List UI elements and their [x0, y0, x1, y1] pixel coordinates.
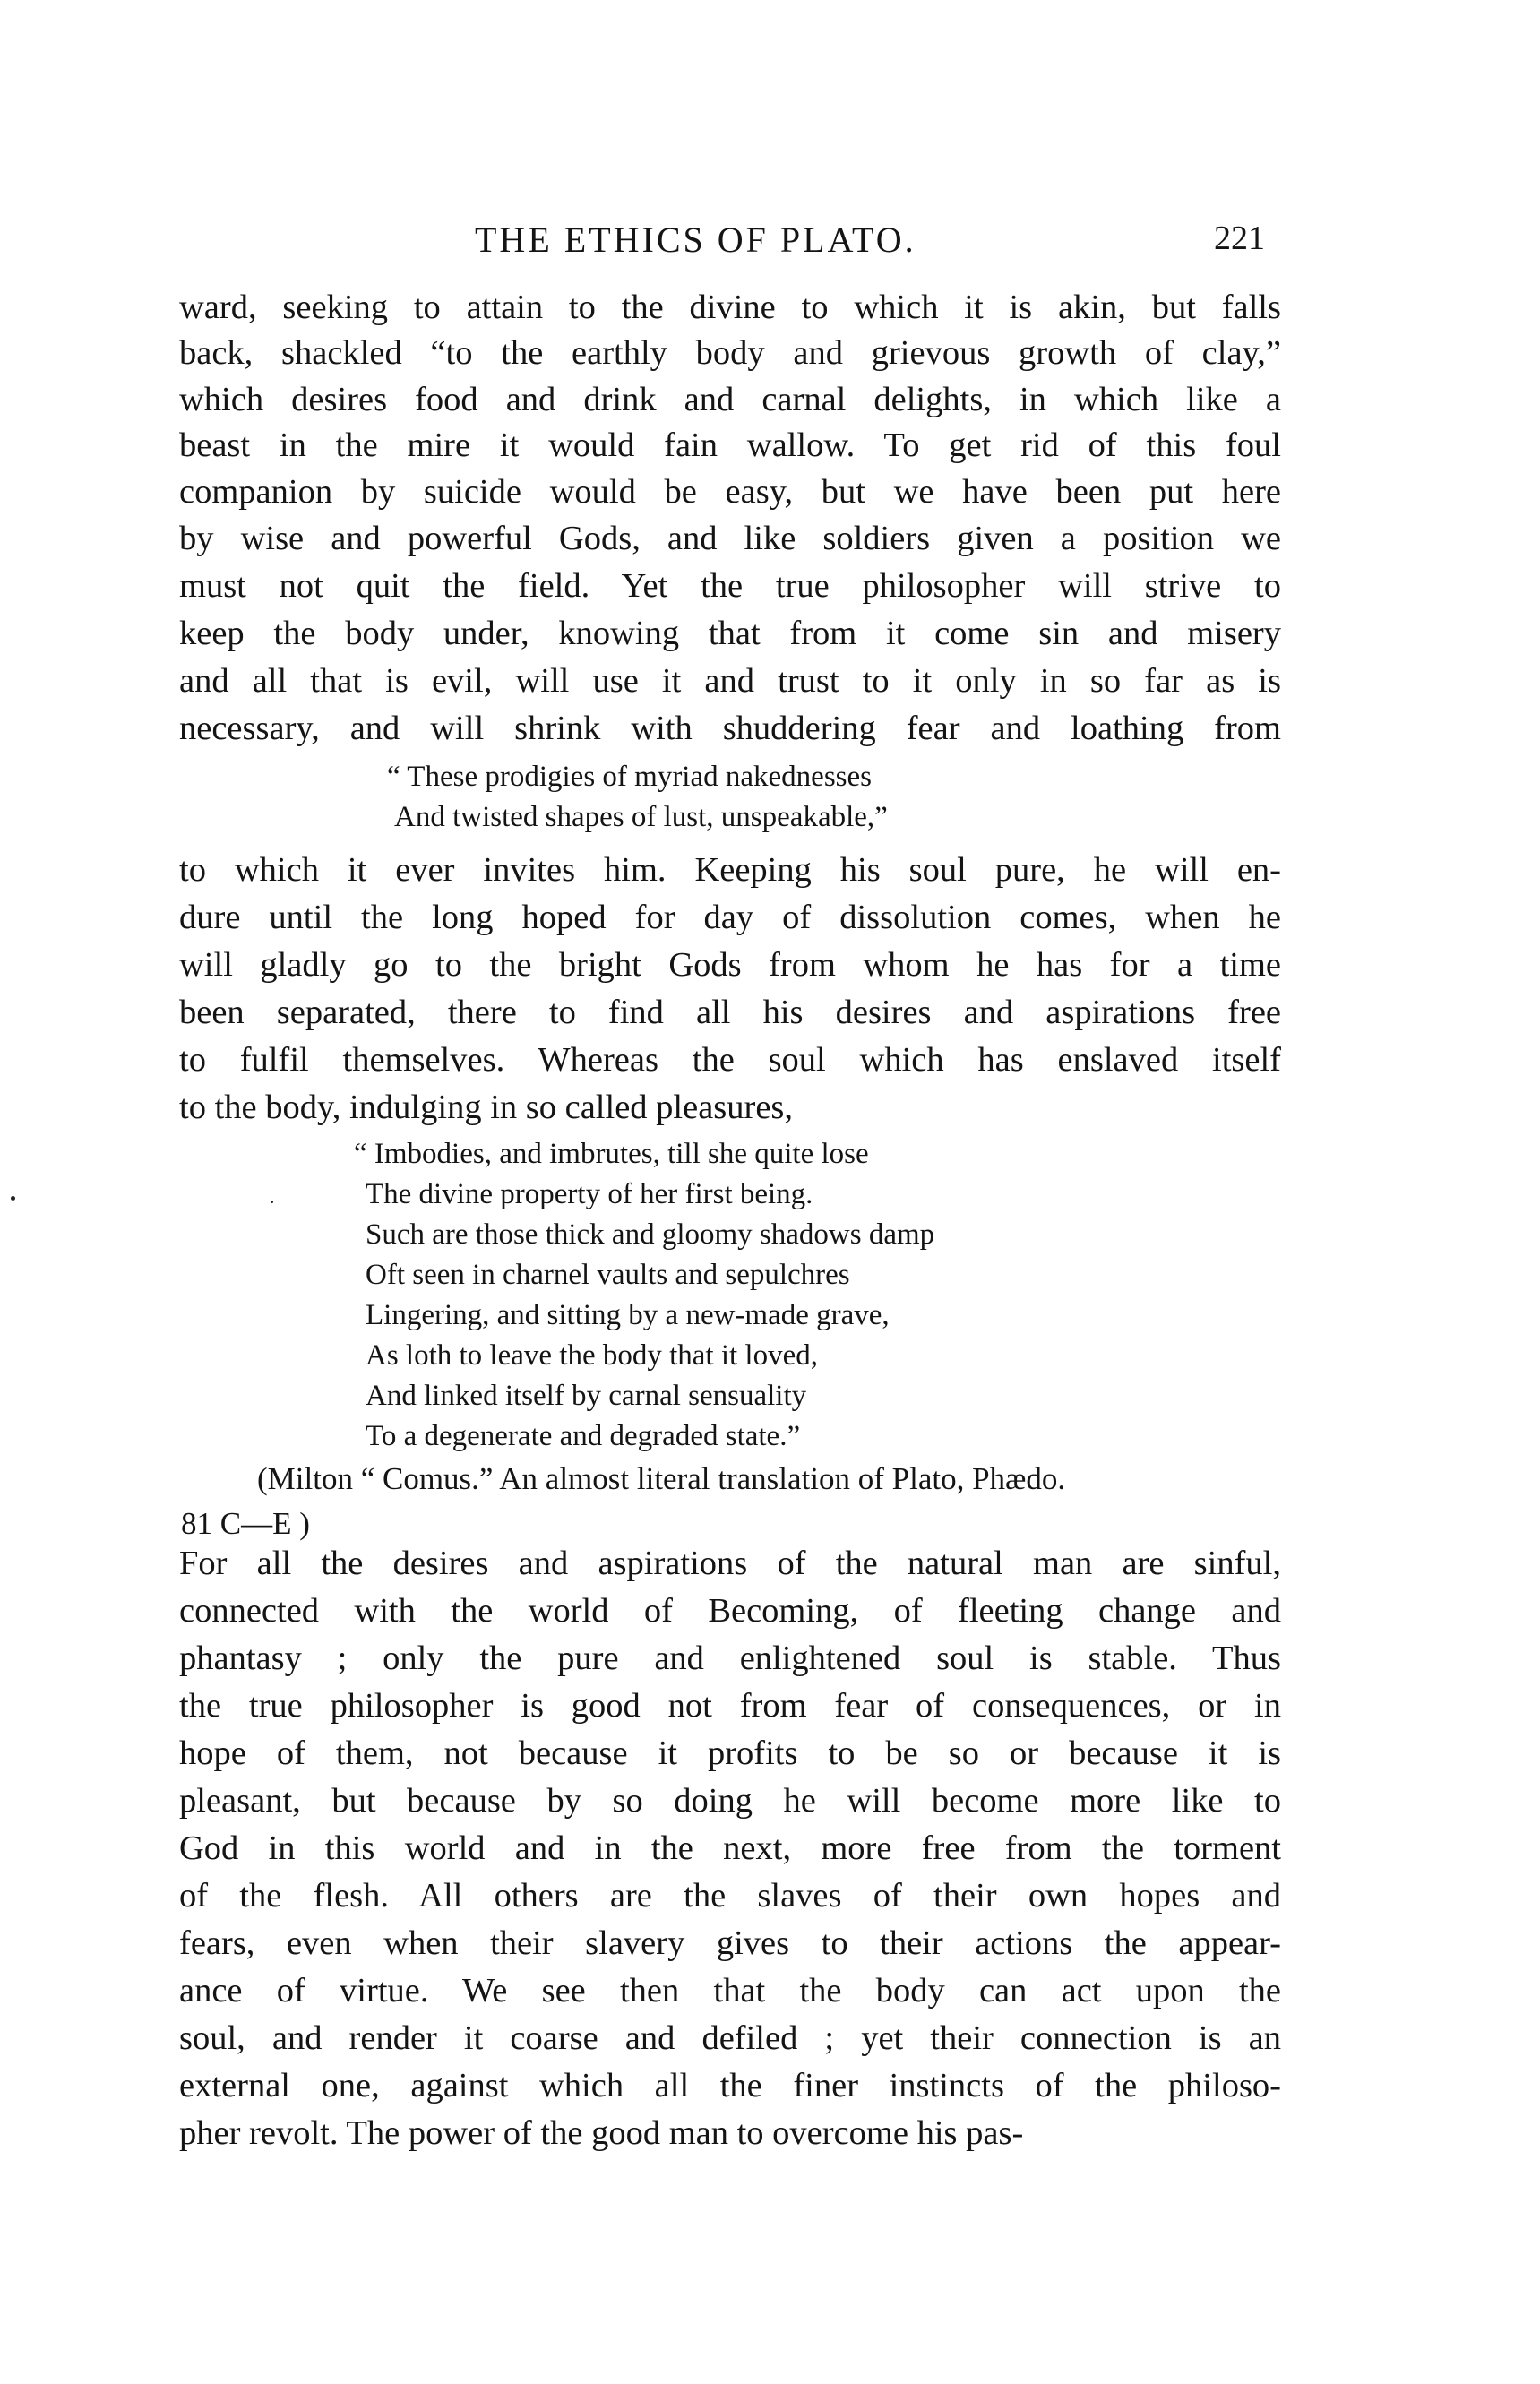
text-line: necessary, and will shrink with shuddering fear and loathing from — [179, 710, 1281, 747]
verse-line: To a degenerate and degraded state.” — [366, 1420, 801, 1452]
text-line: the true philosopher is good not from fear of consequences, or in — [179, 1687, 1281, 1725]
text-line: keep the body under, knowing that from it come sin and misery — [179, 615, 1281, 652]
text-line: must not quit the field. Yet the true philosopher will strive to — [179, 567, 1281, 605]
running-head — [179, 219, 1281, 263]
text-line: which desires food and drink and carnal delights, in which like a — [179, 381, 1281, 418]
text-line: connected with the world of Becoming, of fleeting change and — [179, 1592, 1281, 1630]
text-line: pher revolt. The power of the good man to overcome his pas- — [179, 2114, 1024, 2152]
text-line: soul, and render it coarse and defiled ; yet their connection is an — [179, 2019, 1281, 2057]
scan-speck — [271, 1201, 273, 1203]
text-line: back, shackled “to the earthly body and grievous growth of clay,” — [179, 334, 1281, 372]
text-line: will gladly go to the bright Gods from whom he has for a time — [179, 946, 1281, 984]
text-line: pleasant, but because by so doing he will become more like to — [179, 1782, 1281, 1820]
verse-line: And twisted shapes of lust, unspeakable,” — [394, 801, 888, 833]
verse-line: And linked itself by carnal sensuality — [366, 1380, 807, 1412]
verse-line: Oft seen in charnel vaults and sepulchres — [366, 1259, 850, 1291]
text-line: to the body, indulging in so called pleasures, — [179, 1089, 794, 1126]
text-line: ance of virtue. We see then that the body can act upon the — [179, 1972, 1281, 2010]
text-line: phantasy ; only the pure and enlightened soul is stable. Thus — [179, 1640, 1281, 1677]
text-line: beast in the mire it would fain wallow. To get rid of this foul — [179, 426, 1281, 464]
text-line: fears, even when their slavery gives to their actions the appear- — [179, 1924, 1281, 1962]
verse-line: Such are those thick and gloomy shadows damp — [366, 1218, 935, 1251]
citation-line: (Milton “ Comus.” An almost literal translation of Plato, Phædo. — [257, 1461, 1066, 1496]
citation-line: 81 C—E ) — [181, 1506, 310, 1541]
text-line: external one, against which all the finer instincts of the philoso- — [179, 2067, 1281, 2104]
text-line: God in this world and in the next, more free from the torment — [179, 1829, 1281, 1867]
text-line: by wise and powerful Gods, and like soldiers given a position we — [179, 520, 1281, 557]
verse-line: The divine property of her first being. — [366, 1178, 813, 1210]
text-line: hope of them, not because it profits to be so or because it is — [179, 1734, 1281, 1772]
verse-line: “ Imbodies, and imbrutes, till she quite lose — [354, 1138, 869, 1170]
text-line: been separated, there to find all his desires and aspirations free — [179, 994, 1281, 1031]
text-line: For all the desires and aspirations of the natural man are sinful, — [179, 1545, 1281, 1582]
text-line: dure until the long hoped for day of dissolution comes, when he — [179, 899, 1281, 936]
text-line: to fulfil themselves. Whereas the soul which has enslaved itself — [179, 1041, 1281, 1079]
text-line: companion by suicide would be easy, but we have been put here — [179, 473, 1281, 511]
text-line: ward, seeking to attain to the divine to which it is akin, but falls — [179, 288, 1281, 326]
running-title: THE ETHICS OF PLATO. — [475, 219, 916, 260]
verse-line: As loth to leave the body that it loved, — [366, 1339, 818, 1372]
verse-line: “ These prodigies of myriad nakednesses — [387, 761, 872, 793]
text-line: and all that is evil, will use it and trust to it only in so far as is — [179, 662, 1281, 700]
text-line: to which it ever invites him. Keeping his soul pure, he will en- — [179, 851, 1281, 889]
page-number: 221 — [1214, 219, 1265, 257]
text-line: of the flesh. All others are the slaves of their own hopes and — [179, 1877, 1281, 1915]
scan-speck — [11, 1196, 15, 1201]
verse-line: Lingering, and sitting by a new-made grave, — [366, 1299, 890, 1331]
